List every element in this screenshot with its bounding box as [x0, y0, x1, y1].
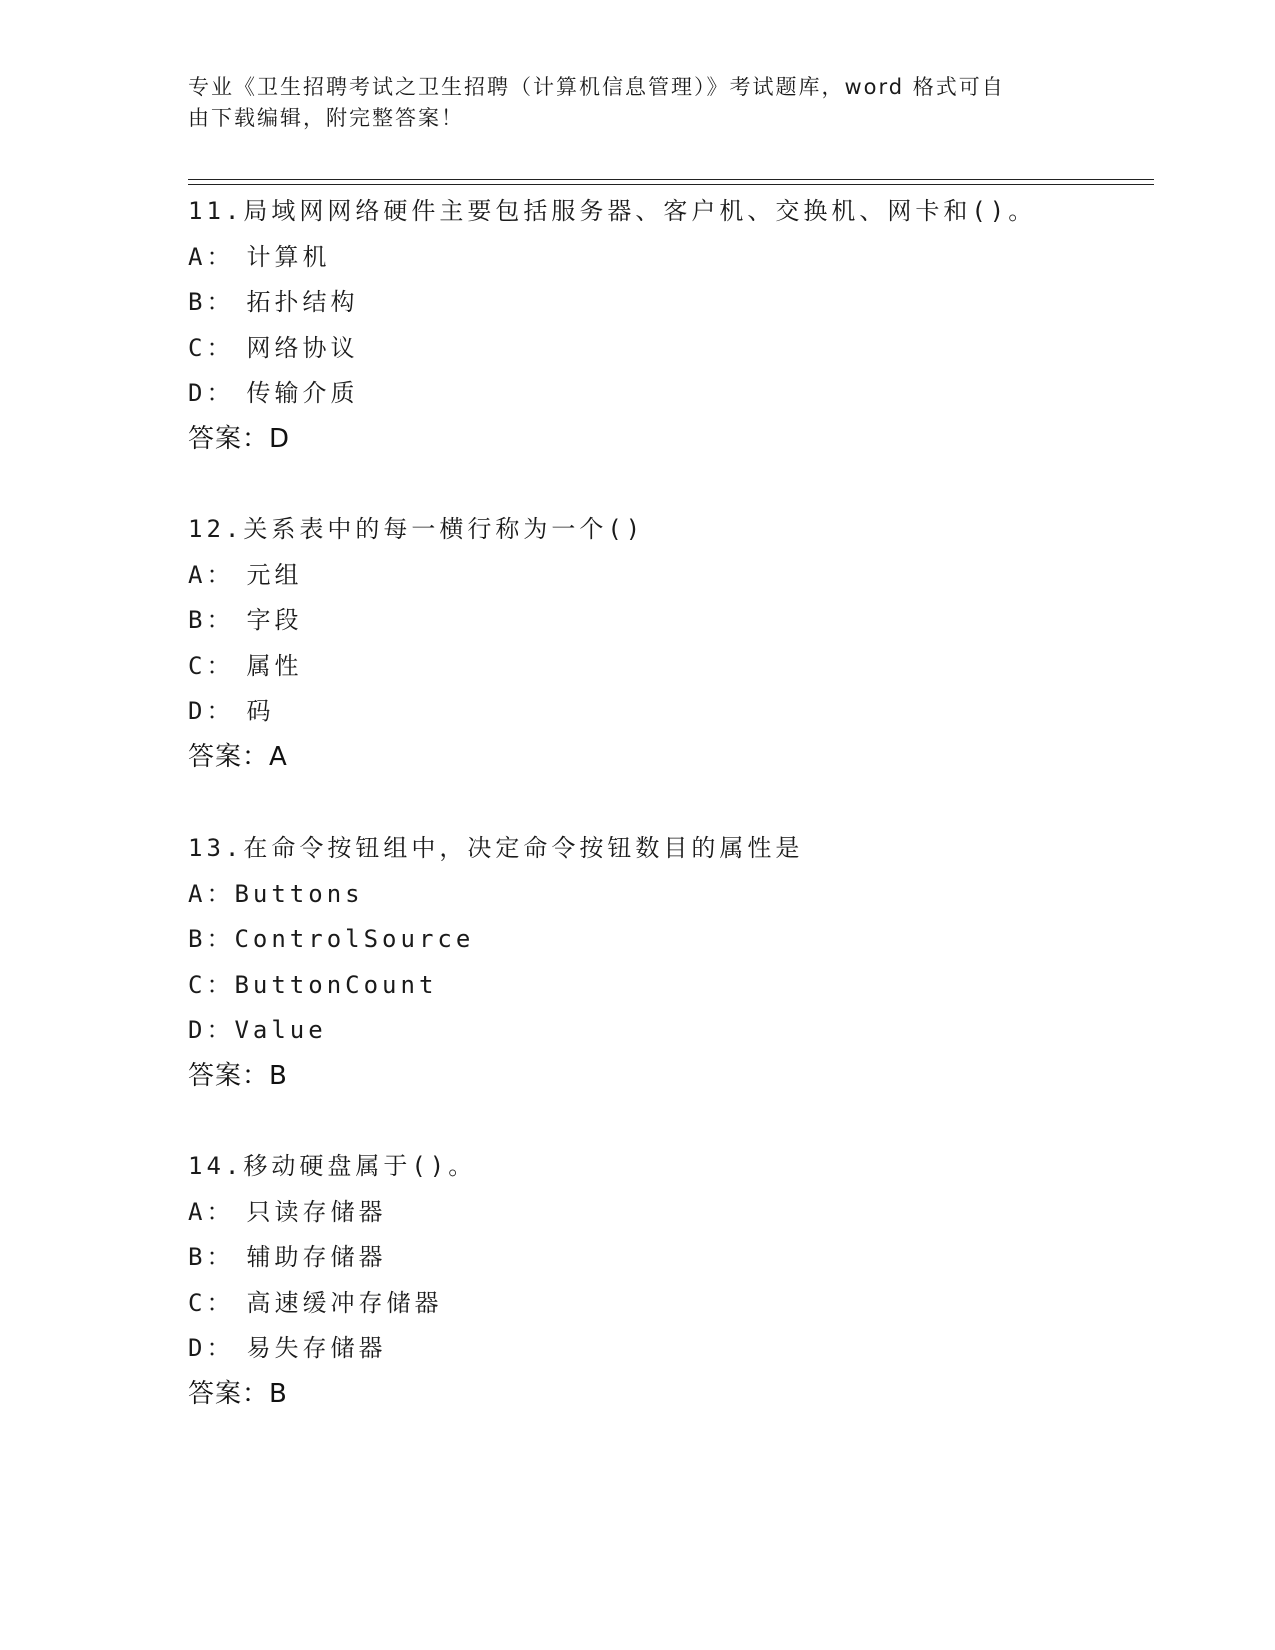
option-d: [188, 689, 1148, 735]
question-stem: 14.移动硬盘属于()。: [188, 1152, 477, 1180]
question-12: [188, 507, 1148, 781]
option-text: 易失存储器: [246, 1334, 387, 1363]
option-c: [188, 963, 1148, 1009]
option-d: [188, 1008, 1148, 1054]
header-divider-bottom: [188, 184, 1154, 185]
option-text: Value: [234, 1016, 327, 1045]
option-key: D：: [188, 379, 235, 408]
option-text: 高速缓冲存储器: [246, 1288, 443, 1317]
option-text: 只读存储器: [246, 1197, 387, 1226]
option-text: 辅助存储器: [246, 1243, 387, 1272]
question-stem: 11.局域网网络硬件主要包括服务器、客户机、交换机、网卡和()。: [188, 197, 1037, 225]
header-line-2: 由下载编辑，附完整答案！: [188, 106, 464, 130]
option-b: [188, 598, 1148, 644]
option-key: C：: [188, 651, 235, 680]
answer-line: 答案：B: [188, 1378, 288, 1409]
option-a: [188, 872, 1148, 918]
option-a: [188, 553, 1148, 599]
option-text: 属性: [246, 651, 303, 680]
option-b: [188, 917, 1148, 963]
option-key: B：: [188, 606, 235, 635]
header-line-1: 专业《卫生招聘考试之卫生招聘（计算机信息管理）》考试题库，word 格式可自: [188, 75, 1005, 99]
option-key: A：: [188, 242, 235, 271]
option-b: [188, 1235, 1148, 1281]
option-text: 字段: [246, 606, 303, 635]
answer-line: 答案：A: [188, 741, 288, 772]
option-key: C：: [188, 970, 235, 999]
option-key: C：: [188, 333, 235, 362]
option-d: [188, 1326, 1148, 1372]
option-text: Buttons: [234, 879, 364, 908]
option-key: A：: [188, 560, 235, 589]
option-c: [188, 644, 1148, 690]
option-key: D：: [188, 1016, 235, 1045]
option-text: 传输介质: [246, 379, 359, 408]
question-13: [188, 826, 1148, 1100]
answer-line: 答案：B: [188, 1060, 288, 1091]
option-text: 元组: [246, 560, 303, 589]
option-key: D：: [188, 697, 235, 726]
option-key: A：: [188, 879, 235, 908]
option-d: [188, 371, 1148, 417]
option-key: B：: [188, 288, 235, 317]
question-11: [188, 189, 1148, 463]
option-text: 网络协议: [246, 333, 359, 362]
option-key: D：: [188, 1334, 235, 1363]
document-header: [188, 72, 1068, 134]
option-c: [188, 1281, 1148, 1327]
option-a: [188, 235, 1148, 281]
option-text: 码: [246, 697, 275, 726]
option-text: 计算机: [246, 242, 331, 271]
question-stem: 13.在命令按钮组中，决定命令按钮数目的属性是: [188, 834, 804, 862]
option-key: A：: [188, 1197, 235, 1226]
option-text: ControlSource: [234, 925, 475, 954]
option-text: 拓扑结构: [246, 288, 359, 317]
option-key: B：: [188, 925, 235, 954]
question-stem: 12.关系表中的每一横行称为一个(): [188, 515, 645, 543]
option-key: B：: [188, 1243, 235, 1272]
option-key: C：: [188, 1288, 235, 1317]
option-a: [188, 1190, 1148, 1236]
option-c: [188, 326, 1148, 372]
question-14: [188, 1144, 1148, 1418]
option-b: [188, 280, 1148, 326]
option-text: ButtonCount: [234, 970, 438, 999]
header-divider-top: [188, 179, 1154, 180]
answer-line: 答案：D: [188, 423, 291, 454]
